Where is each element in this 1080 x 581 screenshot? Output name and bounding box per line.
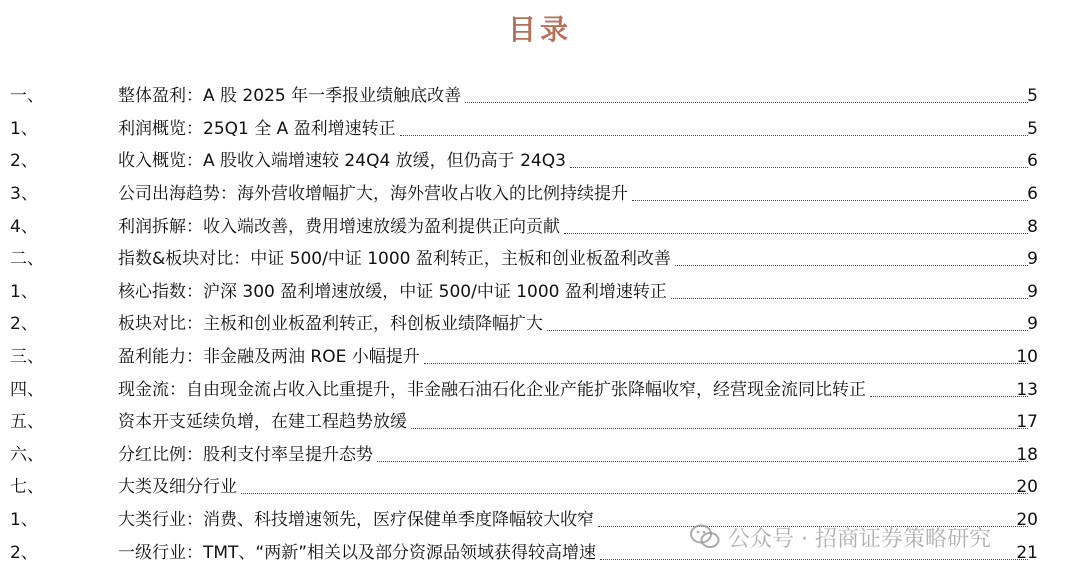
toc-entry[interactable] [0, 341, 1080, 374]
toc-entry[interactable] [0, 504, 1080, 537]
toc-line [118, 411, 1030, 433]
toc-page-number[interactable]: 18 [1016, 444, 1038, 465]
toc-entry[interactable] [0, 178, 1080, 211]
toc-number: 1、 [10, 281, 38, 302]
toc-number: 四、 [10, 379, 44, 400]
toc-leader-dots [547, 330, 1028, 331]
toc-page-number[interactable]: 5 [1027, 118, 1038, 139]
toc-leader-dots [465, 102, 1028, 103]
toc-number: 三、 [10, 347, 44, 368]
toc-entry[interactable] [0, 80, 1080, 113]
toc-entry[interactable] [0, 406, 1080, 439]
toc-line [118, 476, 1030, 498]
toc-page-number[interactable]: 9 [1027, 314, 1038, 335]
toc-line [118, 379, 1030, 401]
toc-number: 一、 [10, 86, 44, 107]
toc-heading[interactable]: 分红比例：股利支付率呈提升态势 [118, 444, 373, 465]
toc-line [118, 85, 1030, 107]
toc-heading[interactable]: 公司出海趋势：海外营收增幅扩大，海外营收占收入的比例持续提升 [118, 184, 628, 205]
toc-page-number[interactable]: 8 [1027, 216, 1038, 237]
toc-page-number[interactable]: 5 [1027, 86, 1038, 107]
toc-heading[interactable]: 盈利能力：非金融及两油 ROE 小幅提升 [118, 347, 420, 368]
toc-leader-dots [598, 526, 1028, 527]
toc-heading[interactable]: 大类及细分行业 [118, 477, 237, 498]
toc-entry[interactable] [0, 243, 1080, 276]
toc-heading[interactable]: 收入概览：A 股收入端增速较 24Q4 放缓，但仍高于 24Q3 [118, 151, 566, 172]
toc-number: 1、 [10, 118, 38, 139]
page-title: 目录 [507, 13, 572, 46]
toc-number: 3、 [10, 184, 38, 205]
toc-page-number[interactable]: 21 [1016, 542, 1038, 563]
toc-number: 2、 [10, 314, 38, 335]
toc-page-number[interactable]: 9 [1027, 281, 1038, 302]
toc-leader-dots [241, 493, 1028, 494]
toc-page-number[interactable]: 9 [1027, 249, 1038, 270]
toc-leader-dots [377, 461, 1028, 462]
toc-heading[interactable]: 板块对比：主板和创业板盈利转正，科创板业绩降幅扩大 [118, 314, 543, 335]
toc-number: 五、 [10, 412, 44, 433]
toc-leader-dots [564, 233, 1028, 234]
toc-heading[interactable]: 核心指数：沪深 300 盈利增速放缓，中证 500/中证 1000 盈利增速转正 [118, 281, 667, 302]
toc-heading[interactable]: 资本开支延续负增，在建工程趋势放缓 [118, 412, 407, 433]
toc-line [118, 118, 1030, 140]
toc-line [118, 509, 1030, 531]
toc-page-number[interactable]: 20 [1016, 477, 1038, 498]
toc-leader-dots [632, 200, 1028, 201]
toc-heading[interactable]: 大类行业：消费、科技增速领先，医疗保健单季度降幅较大收窄 [118, 510, 594, 531]
toc-page-number[interactable]: 10 [1016, 347, 1038, 368]
toc-number: 1、 [10, 510, 38, 531]
toc-number: 七、 [10, 477, 44, 498]
toc-entry[interactable] [0, 276, 1080, 309]
toc-page-number[interactable]: 20 [1016, 510, 1038, 531]
toc-number: 六、 [10, 444, 44, 465]
toc-entry[interactable] [0, 373, 1080, 406]
toc-entry[interactable] [0, 471, 1080, 504]
toc-page-number[interactable]: 6 [1027, 184, 1038, 205]
toc-leader-dots [671, 298, 1028, 299]
toc-heading[interactable]: 整体盈利：A 股 2025 年一季报业绩触底改善 [118, 86, 462, 107]
toc-entry[interactable] [0, 210, 1080, 243]
toc-entry[interactable] [0, 145, 1080, 178]
toc-line [118, 542, 1030, 564]
toc-heading[interactable]: 利润拆解：收入端改善，费用增速放缓为盈利提供正向贡献 [118, 216, 560, 237]
toc-entry[interactable] [0, 113, 1080, 146]
watermark-text: 公众号 · 招商证券策略研究 [728, 526, 991, 552]
toc-leader-dots [675, 265, 1028, 266]
toc-leader-dots [424, 363, 1028, 364]
toc-line [118, 248, 1030, 270]
toc-line [118, 281, 1030, 303]
toc-heading[interactable]: 指数&板块对比：中证 500/中证 1000 盈利转正，主板和创业板盈利改善 [118, 249, 671, 270]
toc-entry[interactable] [0, 308, 1080, 341]
toc-line [118, 444, 1030, 466]
toc-number: 2、 [10, 542, 38, 563]
toc-entry[interactable] [0, 536, 1080, 569]
toc-line [118, 313, 1030, 335]
toc-leader-dots [411, 428, 1028, 429]
toc-leader-dots [570, 167, 1028, 168]
toc-line [118, 183, 1030, 205]
toc-heading[interactable]: 一级行业：TMT、“两新”相关以及部分资源品领域获得较高增速 [118, 542, 597, 563]
toc-entry[interactable] [0, 439, 1080, 472]
toc-number: 二、 [10, 249, 44, 270]
toc-leader-dots [400, 135, 1028, 136]
toc-line [118, 346, 1030, 368]
toc-page-number[interactable]: 13 [1016, 379, 1038, 400]
toc-line [118, 216, 1030, 238]
toc-number: 2、 [10, 151, 38, 172]
table-of-contents [0, 80, 1080, 569]
toc-number: 4、 [10, 216, 38, 237]
toc-page-number[interactable]: 17 [1016, 412, 1038, 433]
toc-heading[interactable]: 现金流：自由现金流占收入比重提升，非金融石油石化企业产能扩张降幅收窄，经营现金流同比转正 [118, 379, 866, 400]
toc-leader-dots [600, 559, 1028, 560]
toc-heading[interactable]: 利润概览：25Q1 全 A 盈利增速转正 [118, 118, 396, 139]
toc-page-number[interactable]: 6 [1027, 151, 1038, 172]
toc-line [118, 150, 1030, 172]
